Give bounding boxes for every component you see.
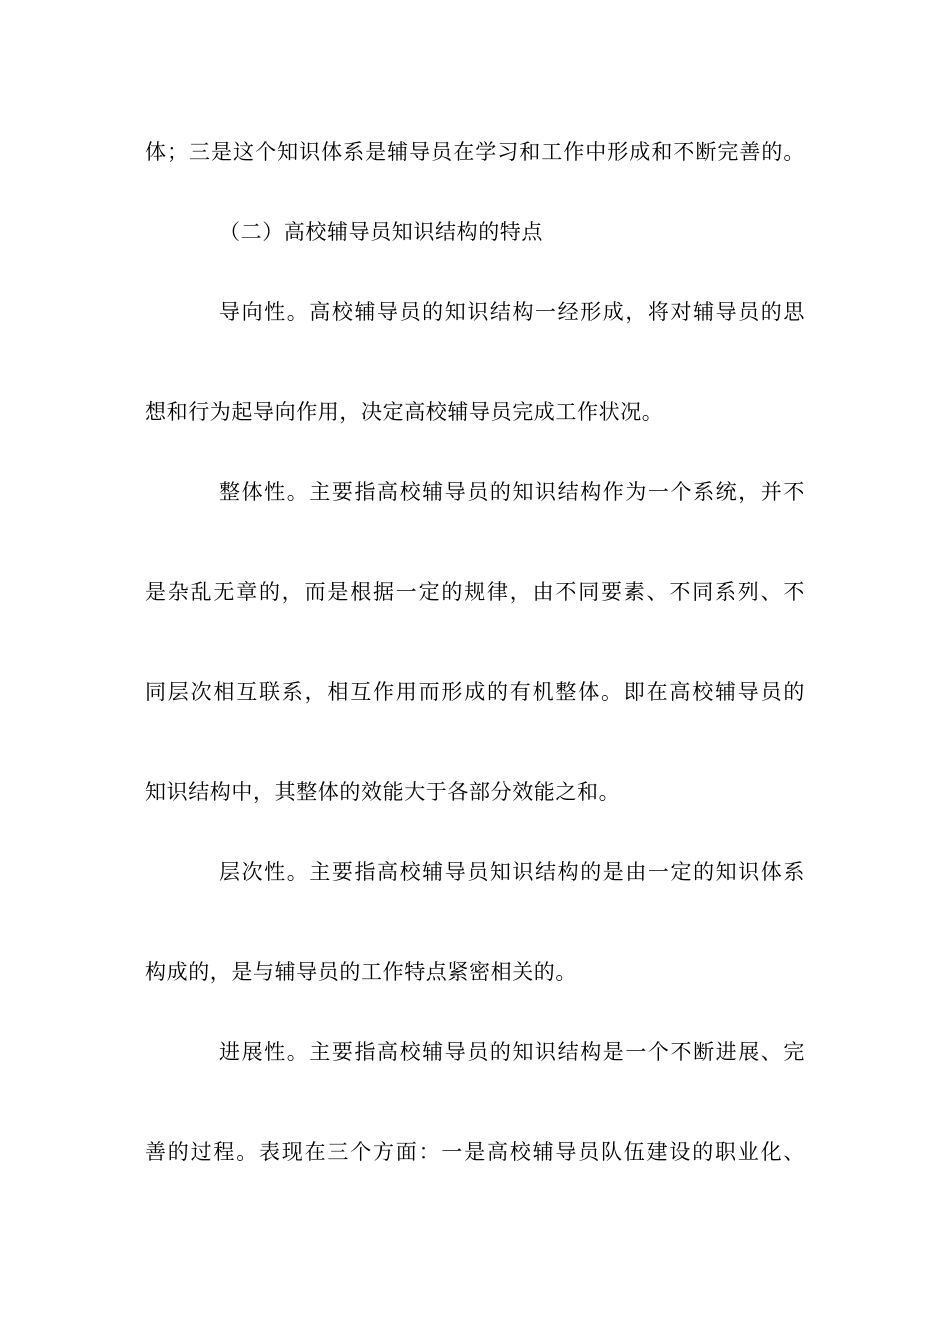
- text-line-12: 善的过程。表现在三个方面：一是高校辅导员队伍建设的职业化、: [145, 1140, 805, 1164]
- section-heading: （二）高校辅导员知识结构的特点: [219, 220, 543, 244]
- text-line-1: 体；三是这个知识体系是辅导员在学习和工作中形成和不断完善的。: [145, 140, 805, 164]
- text-line-10: 构成的，是与辅导员的工作特点紧密相关的。: [145, 960, 577, 984]
- text-line-9: 层次性。主要指高校辅导员知识结构的是由一定的知识体系: [219, 860, 805, 884]
- text-line-3: 导向性。高校辅导员的知识结构一经形成，将对辅导员的思: [219, 300, 805, 324]
- text-line-4: 想和行为起导向作用，决定高校辅导员完成工作状况。: [145, 400, 664, 424]
- text-line-6: 是杂乱无章的，而是根据一定的规律，由不同要素、不同系列、不: [145, 580, 805, 604]
- text-line-8: 知识结构中，其整体的效能大于各部分效能之和。: [145, 780, 621, 804]
- text-line-7: 同层次相互联系，相互作用而形成的有机整体。即在高校辅导员的: [145, 680, 805, 704]
- text-line-5: 整体性。主要指高校辅导员的知识结构作为一个系统，并不: [219, 480, 805, 504]
- text-line-11: 进展性。主要指高校辅导员的知识结构是一个不断进展、完: [219, 1040, 805, 1064]
